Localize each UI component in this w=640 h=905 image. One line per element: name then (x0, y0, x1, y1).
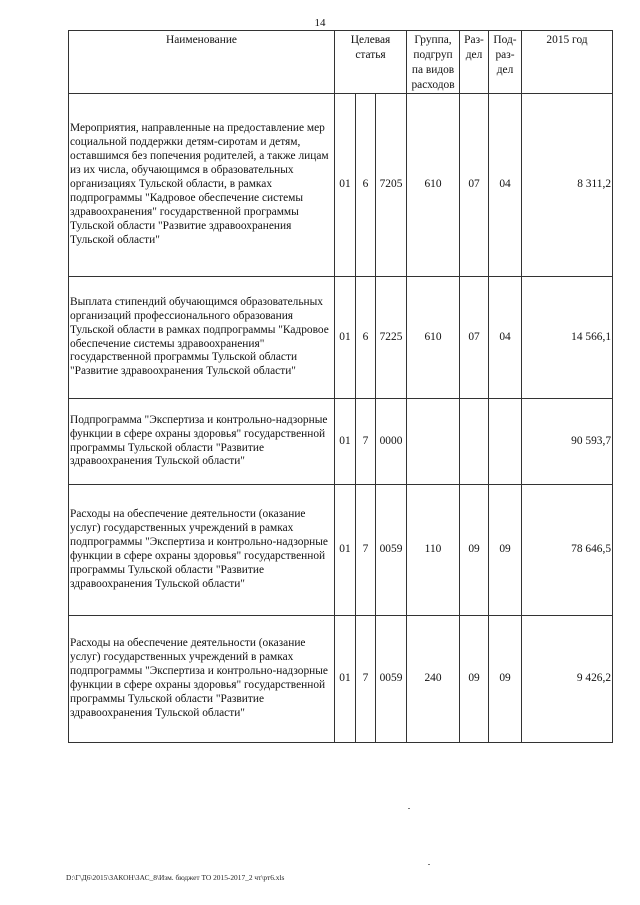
target-code-3: 0000 (376, 399, 407, 485)
table-row (69, 616, 613, 743)
target-code-2: 7 (356, 485, 376, 616)
header-section: Раз- дел (460, 31, 489, 94)
target-code-2: 6 (356, 94, 376, 277)
header-row (69, 31, 613, 94)
subsection: 04 (489, 277, 522, 399)
target-code-1: 01 (335, 94, 356, 277)
table-row (69, 485, 613, 616)
target-code-2: 6 (356, 277, 376, 399)
section: 09 (460, 616, 489, 743)
expense-group: 610 (407, 277, 460, 399)
amount: 9 426,2 (522, 616, 613, 743)
page-number: 14 (314, 17, 326, 29)
scan-speck (428, 864, 430, 865)
subsection: 04 (489, 94, 522, 277)
row-name: Подпрограмма "Экспертиза и контрольно-надзорные функции в сфере охраны здоровья" государственной программы Тульской области "Развитие здравоохранения Тульской области" (69, 399, 335, 485)
target-code-3: 7225 (376, 277, 407, 399)
header-subsection: Под- раз- дел (489, 31, 522, 94)
header-name: Наименование (69, 31, 335, 94)
expense-group: 240 (407, 616, 460, 743)
budget-table (68, 30, 613, 743)
row-name: Выплата стипендий обучающимся образовательных организаций профессионального образования Тульской области в рамках подпрограммы "Кадровое обеспечение системы здравоохранения" государственной программы Тульской области "Развитие здравоохранения Тульской области" (69, 277, 335, 399)
expense-group: 110 (407, 485, 460, 616)
section: 07 (460, 94, 489, 277)
section (460, 399, 489, 485)
amount: 8 311,2 (522, 94, 613, 277)
target-code-1: 01 (335, 399, 356, 485)
target-code-1: 01 (335, 616, 356, 743)
table-row (69, 277, 613, 399)
target-code-3: 0059 (376, 616, 407, 743)
file-path-footer: D:\Г\Д6\2015\ЗАКОН\ЗАС_8\Изм. бюджет ТО 2015-2017_2 чт\рт6.xls (66, 873, 285, 882)
row-name: Расходы на обеспечение деятельности (оказание услуг) государственных учреждений в рамках подпрограммы "Экспертиза и контрольно-надзорные функции в сфере охраны здоровья" государственной программы Тульской области "Развитие здравоохранения Тульской области" (69, 485, 335, 616)
subsection: 09 (489, 485, 522, 616)
target-code-1: 01 (335, 277, 356, 399)
section: 09 (460, 485, 489, 616)
target-code-1: 01 (335, 485, 356, 616)
target-code-3: 0059 (376, 485, 407, 616)
row-name: Расходы на обеспечение деятельности (оказание услуг) государственных учреждений в рамках подпрограммы "Экспертиза и контрольно-надзорные функции в сфере охраны здоровья" государственной программы Тульской области "Развитие здравоохранения Тульской области" (69, 616, 335, 743)
target-code-2: 7 (356, 616, 376, 743)
amount: 14 566,1 (522, 277, 613, 399)
amount: 90 593,7 (522, 399, 613, 485)
section: 07 (460, 277, 489, 399)
target-code-2: 7 (356, 399, 376, 485)
header-target-article: Целевая статья (335, 31, 407, 94)
row-name: Мероприятия, направленные на предоставление мер социальной поддержки детям-сиротам и детям, оставшимся без попечения родителей, а также лицам из их числа, обучающимся в образовательных организациях Тульской области, в рамках подпрограммы "Кадровое обеспечение системы здравоохранения" государственной программы Тульской области "Развитие здравоохранения Тульской области" (69, 94, 335, 277)
table-row (69, 399, 613, 485)
target-code-3: 7205 (376, 94, 407, 277)
subsection: 09 (489, 616, 522, 743)
scan-speck (408, 808, 410, 809)
expense-group (407, 399, 460, 485)
expense-group: 610 (407, 94, 460, 277)
header-expense-group: Группа, подгруп па видов расходов (407, 31, 460, 94)
table-row (69, 94, 613, 277)
amount: 78 646,5 (522, 485, 613, 616)
header-year: 2015 год (522, 31, 613, 94)
subsection (489, 399, 522, 485)
